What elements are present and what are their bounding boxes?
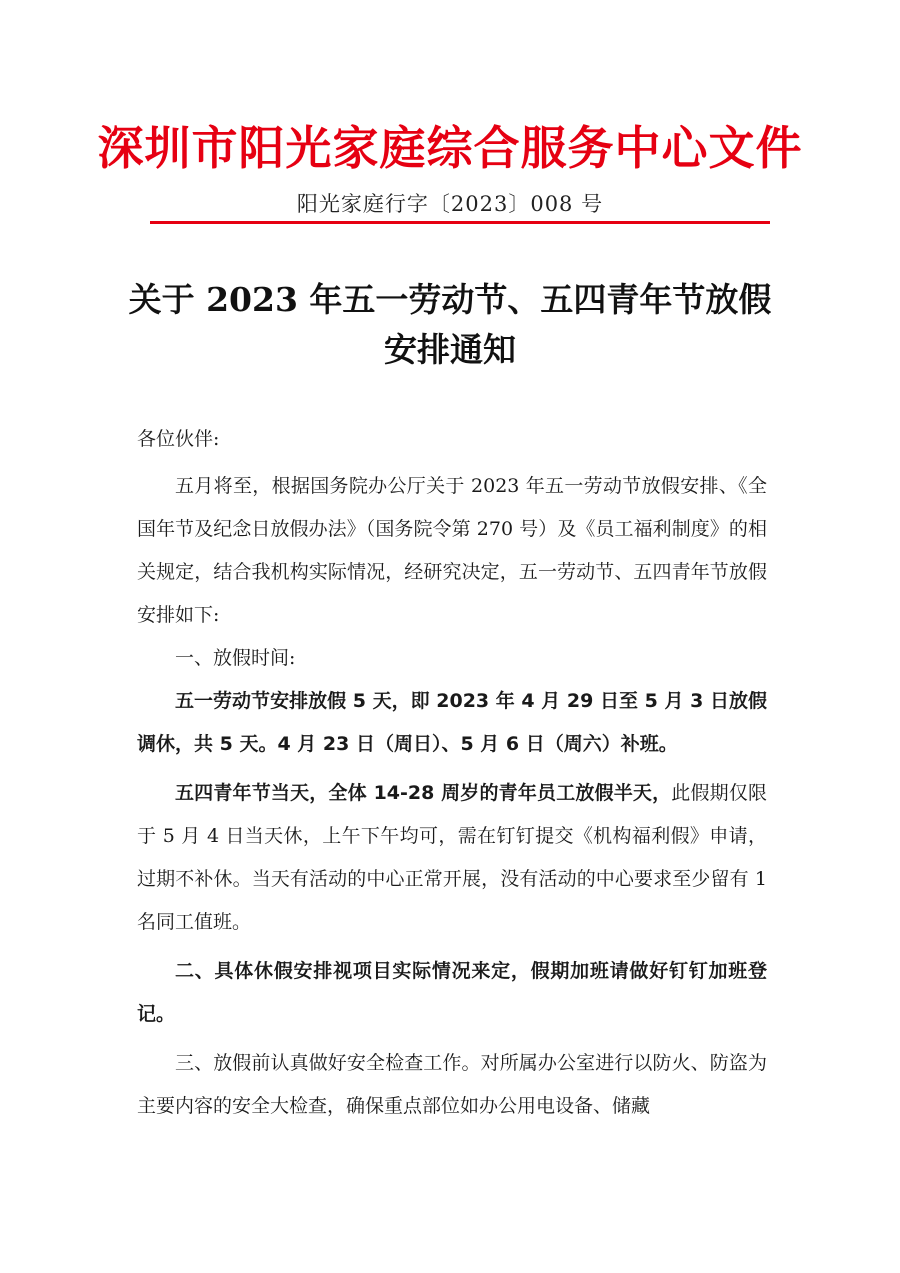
section-1-heading: 一、放假时间: [175, 647, 296, 669]
red-divider-line [150, 221, 770, 224]
youth-day-bold-text: 五四青年节当天，全体 14-28 周岁的青年员工放假半天， [175, 782, 672, 804]
youth-day-rest-text: 此假期仅限于 5 月 4 日当天休，上午下午均可，需在钉钉提交《机构福利假》申请，过期不补休。当天有活动的中心正常开展，没有活动的中心要求至少留有 1 名同工值班。 [137, 782, 767, 933]
notice-title-line-2: 安排通知 [384, 330, 516, 369]
section-2-paragraph: 二、具体休假安排视项目实际情况来定，假期加班请做好钉钉加班登记。 [137, 960, 767, 1025]
org-header-title: 深圳市阳光家庭综合服务中心文件 [97, 121, 803, 175]
notice-title [0, 275, 900, 375]
youth-day-paragraph [137, 772, 767, 944]
notice-title-line-1: 关于 2023 年五一劳动节、五四青年节放假 [128, 280, 772, 319]
intro-paragraph: 五月将至，根据国务院办公厅关于 2023 年五一劳动节放假安排、《全国年节及纪念日放假办法》（国务院令第 270 号）及《员工福利制度》的相关规定，结合我机构实际情况，经研究决定，五一劳动节、五四青年节放假安排如下: [137, 475, 767, 626]
salutation: 各位伙伴: [137, 428, 220, 450]
document-number: 阳光家庭行字〔2023〕008 号 [296, 192, 604, 216]
notice-body [137, 418, 767, 1128]
may-day-arrangement: 五一劳动节安排放假 5 天，即 2023 年 4 月 29 日至 5 月 3 日放假调休，共 5 天。4 月 23 日（周日）、5 月 6 日（周六）补班。 [137, 690, 767, 755]
section-3-paragraph: 三、放假前认真做好安全检查工作。对所属办公室进行以防火、防盗为主要内容的安全大检查，确保重点部位如办公用电设备、储藏 [137, 1052, 767, 1117]
